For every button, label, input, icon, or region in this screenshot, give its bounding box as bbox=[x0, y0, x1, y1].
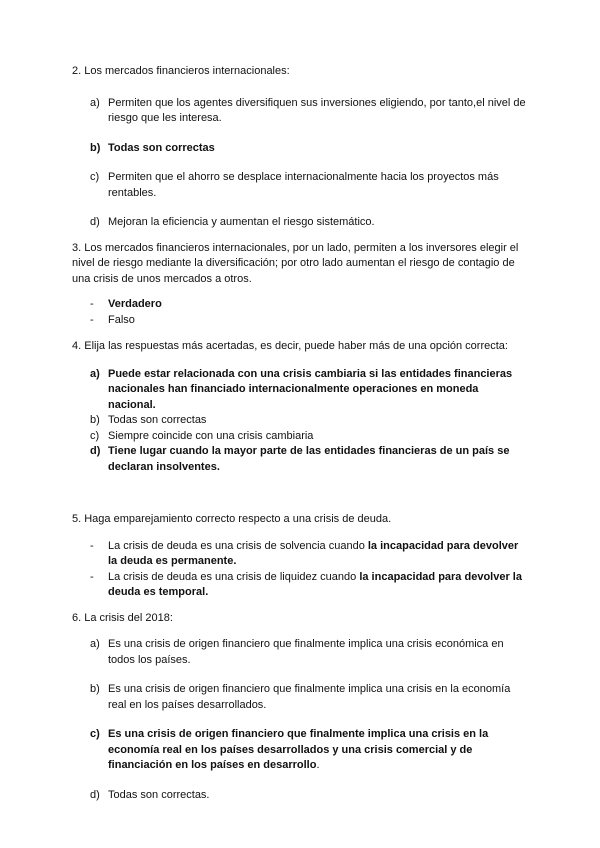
option-text: Mejoran la eficiencia y aumentan el riesgo sistemático. bbox=[108, 216, 375, 228]
option-marker: - bbox=[90, 298, 94, 310]
option-marker: c) bbox=[90, 429, 100, 442]
option-text: Permiten que los agentes diversifiquen sus inversiones eligiendo, por tanto,el nivel de riesgo que les interesa. bbox=[108, 96, 526, 124]
option-a bbox=[72, 637, 528, 668]
question-5-options bbox=[72, 539, 528, 601]
match-item-solvencia bbox=[72, 539, 528, 570]
option-marker: b) bbox=[90, 414, 100, 426]
option-marker: d) bbox=[90, 788, 100, 801]
option-text-correct: Verdadero bbox=[108, 298, 162, 310]
option-marker: a) bbox=[90, 367, 100, 380]
question-4-options bbox=[72, 367, 528, 476]
option-marker: c) bbox=[90, 728, 100, 740]
question-3-options bbox=[72, 297, 528, 328]
match-answer: la incapacidad para devolver la deuda es permanente. bbox=[108, 539, 519, 567]
option-text: Es una crisis de origen financiero que finalmente implica una crisis en la economía real en los países desarrollados. bbox=[108, 683, 511, 711]
option-text: Es una crisis de origen financiero que finalmente implica una crisis económica en todos los países. bbox=[108, 638, 504, 666]
question-2-title: 2. Los mercados financieros internacionales: bbox=[72, 65, 290, 77]
option-marker: - bbox=[90, 570, 94, 583]
question-2-options bbox=[72, 96, 528, 231]
question-6-title: 6. La crisis del 2018: bbox=[72, 611, 173, 624]
correct-answer-text: Es una crisis de origen financiero que finalmente implica una crisis en la economía real en los países desarrollados y una crisis comercial y de financiación en los países en desarrollo bbox=[108, 728, 489, 771]
question-3-title: 3. Los mercados financieros internacionales, por un lado, permiten a los inversores elegir el nivel de riesgo mediante la diversificación; por otro lado aumentan el riesgo de contagio de una crisis de unos mercados a otros. bbox=[72, 241, 519, 285]
match-item-liquidez bbox=[72, 570, 528, 601]
option-text bbox=[108, 539, 528, 570]
option-a bbox=[72, 367, 528, 414]
option-marker: a) bbox=[90, 638, 100, 650]
option-text: Todas son correctas bbox=[108, 414, 207, 426]
option-b bbox=[72, 141, 528, 157]
option-c bbox=[72, 429, 528, 445]
option-marker: b) bbox=[90, 683, 100, 695]
option-text: Siempre coincide con una crisis cambiaria bbox=[108, 429, 314, 442]
option-b bbox=[72, 413, 528, 429]
option-d bbox=[72, 444, 528, 475]
option-false bbox=[72, 313, 528, 329]
match-answer: la incapacidad para devolver la deuda es temporal. bbox=[108, 570, 522, 598]
option-d bbox=[72, 215, 528, 231]
option-d bbox=[72, 788, 528, 804]
trailing-period: . bbox=[316, 759, 320, 771]
option-text: Falso bbox=[108, 313, 135, 326]
option-text: Todas son correctas. bbox=[108, 788, 210, 801]
question-6-options bbox=[72, 637, 528, 803]
option-c bbox=[72, 170, 528, 201]
option-marker: b) bbox=[90, 141, 101, 154]
option-text bbox=[108, 570, 528, 601]
option-true bbox=[72, 297, 528, 313]
option-marker: d) bbox=[90, 216, 100, 228]
option-text-correct: Todas son correctas bbox=[108, 141, 215, 154]
match-text: La crisis de deuda es una crisis de liquidez cuando bbox=[108, 570, 360, 583]
option-marker: d) bbox=[90, 445, 101, 457]
option-marker: - bbox=[90, 539, 94, 552]
option-text-correct: Tiene lugar cuando la mayor parte de las entidades financieras de un país se declaran insolventes. bbox=[108, 445, 510, 473]
option-marker: a) bbox=[90, 96, 100, 109]
option-b bbox=[72, 682, 528, 713]
option-marker: - bbox=[90, 313, 94, 326]
option-text: Permiten que el ahorro se desplace internacionalmente hacia los proyectos más rentables. bbox=[108, 171, 499, 199]
match-text: La crisis de deuda es una crisis de solvencia cuando bbox=[108, 539, 368, 552]
question-4-title: 4. Elija las respuestas más acertadas, es decir, puede haber más de una opción correcta: bbox=[72, 340, 508, 352]
question-5-title: 5. Haga emparejamiento correcto respecto a una crisis de deuda. bbox=[72, 513, 392, 525]
option-marker: c) bbox=[90, 171, 100, 183]
option-text-correct: Puede estar relacionada con una crisis cambiaria si las entidades financieras nacionales han financiado internacionalmente operaciones en moneda nacional. bbox=[108, 367, 513, 411]
option-c bbox=[72, 727, 528, 774]
document-page bbox=[72, 64, 528, 803]
option-a bbox=[72, 96, 528, 127]
option-text-correct bbox=[108, 727, 528, 774]
